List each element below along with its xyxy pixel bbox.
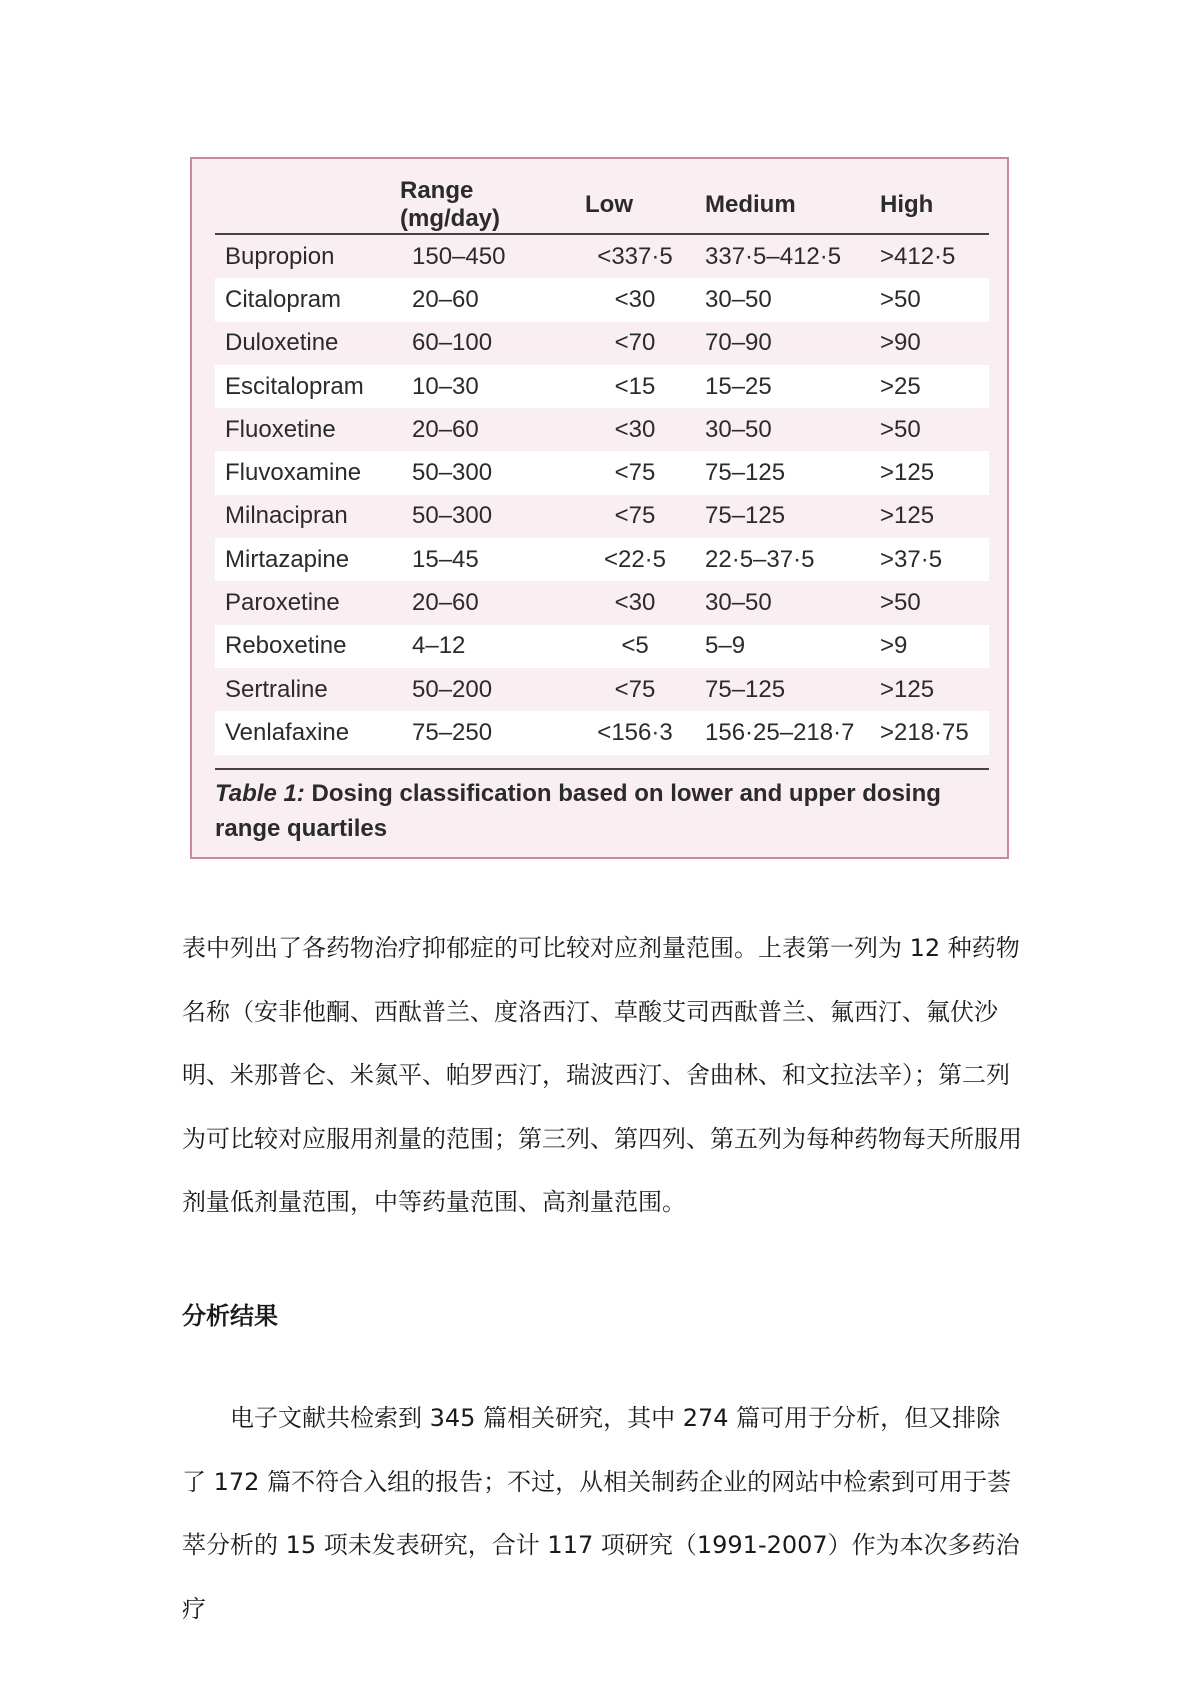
cell-high: >25 bbox=[865, 365, 989, 408]
cell-drug: Sertraline bbox=[225, 675, 328, 703]
cell-medium: 22·5–37·5 bbox=[690, 538, 865, 581]
caption-label: Table 1: bbox=[215, 780, 305, 807]
table-caption bbox=[215, 776, 985, 846]
cell-high: >125 bbox=[880, 502, 935, 530]
cell-low: <75 bbox=[614, 502, 656, 530]
header-medium: Medium bbox=[690, 177, 865, 234]
table-row bbox=[215, 451, 989, 494]
cell-medium: 75–125 bbox=[690, 451, 865, 494]
cell-drug: Fluoxetine bbox=[225, 415, 336, 443]
table-row bbox=[215, 278, 989, 321]
table-row bbox=[215, 711, 989, 754]
cell-medium: 337·5–412·5 bbox=[705, 242, 842, 270]
cell-drug: Duloxetine bbox=[225, 329, 339, 357]
table-row bbox=[215, 668, 989, 711]
cell-high: >50 bbox=[880, 589, 921, 617]
cell-high: >412·5 bbox=[880, 242, 956, 270]
cell-high: >125 bbox=[880, 675, 935, 703]
cell-low: <30 bbox=[614, 415, 656, 443]
table-bottom-rule bbox=[215, 768, 989, 770]
cell-drug: Fluvoxamine bbox=[215, 451, 390, 494]
cell-low: <75 bbox=[580, 451, 690, 494]
header-high: High bbox=[865, 177, 989, 234]
cell-high: >50 bbox=[865, 278, 989, 321]
cell-high: >125 bbox=[865, 451, 989, 494]
cell-high: >218·75 bbox=[865, 711, 989, 754]
cell-drug: Paroxetine bbox=[225, 589, 340, 617]
table-row bbox=[215, 625, 989, 668]
cell-medium: 5–9 bbox=[690, 625, 865, 668]
table-row bbox=[215, 234, 989, 278]
cell-medium: 70–90 bbox=[705, 329, 772, 357]
table-row bbox=[215, 365, 989, 408]
cell-high: >50 bbox=[880, 415, 921, 443]
cell-range: 150–450 bbox=[412, 242, 506, 270]
section-heading: 分析结果 bbox=[182, 1302, 278, 1330]
cell-drug: Escitalopram bbox=[215, 365, 390, 408]
cell-low: <30 bbox=[614, 589, 656, 617]
cell-range: 15–45 bbox=[390, 538, 580, 581]
table-body bbox=[215, 234, 989, 755]
cell-range: 75–250 bbox=[390, 711, 580, 754]
cell-medium: 30–50 bbox=[705, 415, 772, 443]
cell-range: 10–30 bbox=[390, 365, 580, 408]
cell-drug: Mirtazapine bbox=[215, 538, 390, 581]
dosing-table bbox=[215, 177, 989, 755]
cell-drug: Milnacipran bbox=[225, 502, 348, 530]
table-row bbox=[215, 538, 989, 581]
header-drug bbox=[215, 177, 390, 234]
cell-low: <5 bbox=[580, 625, 690, 668]
cell-high: >9 bbox=[865, 625, 989, 668]
caption-text: Dosing classification based on lower and upper dosing range quartiles bbox=[215, 780, 941, 842]
cell-drug: Venlafaxine bbox=[215, 711, 390, 754]
cell-medium: 15–25 bbox=[690, 365, 865, 408]
cell-medium: 30–50 bbox=[705, 589, 772, 617]
dosing-table-figure bbox=[190, 157, 1009, 859]
table-row bbox=[215, 495, 989, 538]
cell-drug: Bupropion bbox=[225, 242, 335, 270]
cell-range: 20–60 bbox=[412, 415, 479, 443]
cell-range: 4–12 bbox=[390, 625, 580, 668]
cell-range: 60–100 bbox=[412, 329, 493, 357]
header-range: Range (mg/day) bbox=[390, 177, 580, 234]
header-low: Low bbox=[580, 177, 690, 234]
cell-low: <22·5 bbox=[580, 538, 690, 581]
cell-drug: Citalopram bbox=[215, 278, 390, 321]
cell-low: <337·5 bbox=[597, 242, 673, 270]
cell-medium: 156·25–218·7 bbox=[690, 711, 865, 754]
cell-medium: 30–50 bbox=[690, 278, 865, 321]
cell-high: >37·5 bbox=[865, 538, 989, 581]
cell-range: 20–60 bbox=[390, 278, 580, 321]
table-row bbox=[215, 581, 989, 624]
description-paragraph: 表中列出了各药物治疗抑郁症的可比较对应剂量范围。上表第一列为 12 种药物名称（安非他酮、西酞普兰、度洛西汀、草酸艾司西酞普兰、氟西汀、氟伏沙明、米那普仑、米氮平、帕罗西汀，瑞波西汀、舍曲林、和文拉法辛）；第二列为可比较对应服用剂量的范围；第三列、第四列、第五列为每种药物每天所服用剂量低剂量范围，中等药量范围、高剂量范围。 bbox=[182, 934, 1022, 1216]
cell-high: >90 bbox=[880, 329, 921, 357]
cell-range: 50–300 bbox=[390, 451, 580, 494]
table-row bbox=[215, 322, 989, 365]
cell-low: <156·3 bbox=[580, 711, 690, 754]
table-header-row bbox=[215, 177, 989, 234]
cell-range: 50–300 bbox=[412, 502, 493, 530]
cell-low: <30 bbox=[580, 278, 690, 321]
cell-medium: 75–125 bbox=[705, 502, 786, 530]
cell-low: <70 bbox=[614, 329, 656, 357]
results-paragraph: 电子文献共检索到 345 篇相关研究，其中 274 篇可用于分析，但又排除了 172 篇不符合入组的报告；不过，从相关制药企业的网站中检索到可用于荟萃分析的 15 项未发表研究，合计 117 项研究（1991-2007）作为本次多药治疗 bbox=[182, 1404, 1020, 1623]
cell-range: 50–200 bbox=[412, 675, 493, 703]
cell-medium: 75–125 bbox=[705, 675, 786, 703]
cell-low: <75 bbox=[614, 675, 656, 703]
cell-drug: Reboxetine bbox=[215, 625, 390, 668]
table-row bbox=[215, 408, 989, 451]
cell-low: <15 bbox=[580, 365, 690, 408]
cell-range: 20–60 bbox=[412, 589, 479, 617]
